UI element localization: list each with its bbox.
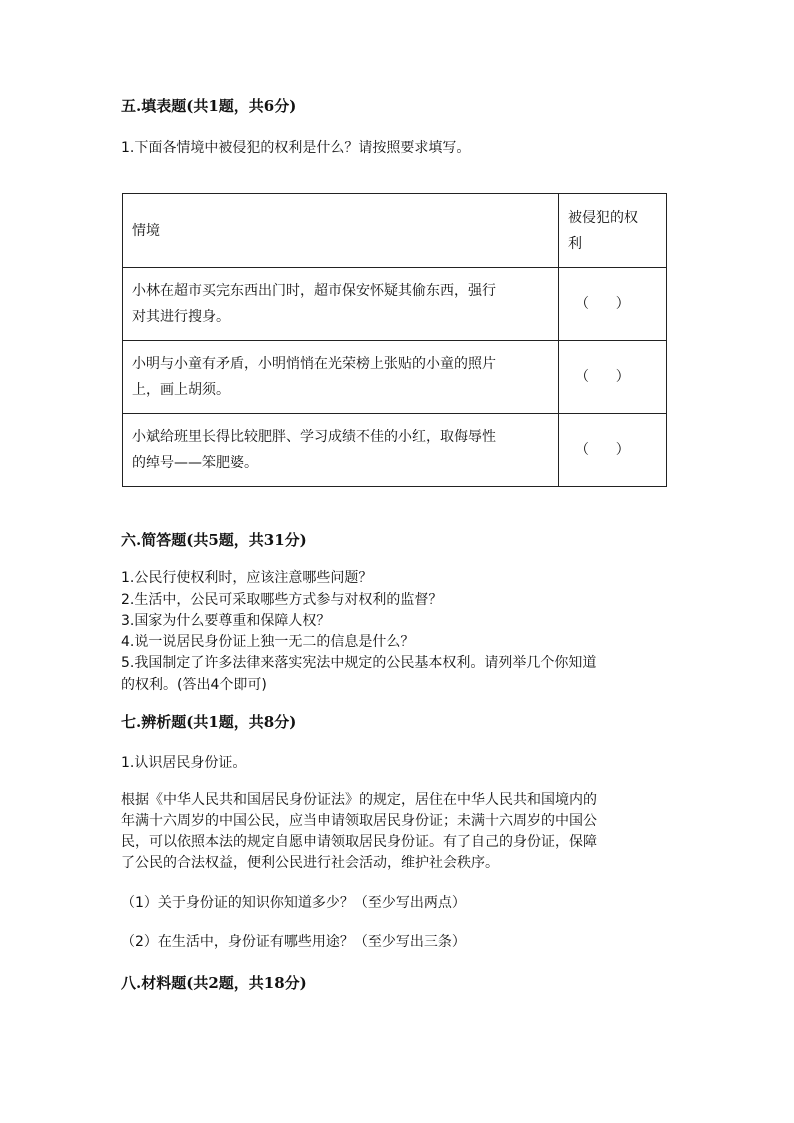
header-violated-right: 被侵犯的权 利 — [559, 194, 667, 268]
section-6-question-3: 3.国家为什么要尊重和保障人权？ — [121, 613, 331, 629]
table-row — [123, 341, 667, 414]
section-5-question-1: 1.下面各情境中被侵犯的权利是什么？请按照要求填写。 — [121, 140, 471, 156]
section-7-question-1: 1.认识居民身份证。 — [121, 755, 247, 771]
table-row — [123, 268, 667, 341]
answer-blank[interactable]: （ ） — [559, 341, 667, 414]
table-header-row — [123, 194, 667, 268]
section-6-question-4: 4.说一说居民身份证上独一无二的信息是什么？ — [121, 634, 415, 650]
situation-cell: 小明与小童有矛盾，小明悄悄在光荣榜上张贴的小童的照片 上，画上胡须。 — [123, 341, 559, 414]
section-6-heading: 六.简答题(共5题，共31分) — [121, 531, 307, 549]
section-7-subquestion-2: （2）在生活中，身份证有哪些用途？（至少写出三条） — [121, 934, 466, 950]
section-7-heading: 七.辨析题(共1题，共8分) — [121, 713, 297, 731]
section-7-subquestion-1: （1）关于身份证的知识你知道多少？（至少写出两点） — [121, 895, 466, 911]
situation-cell: 小林在超市买完东西出门时，超市保安怀疑其偷东西，强行 对其进行搜身。 — [123, 268, 559, 341]
answer-blank[interactable]: （ ） — [559, 414, 667, 487]
section-5-heading: 五.填表题(共1题，共6分) — [121, 97, 297, 115]
rights-table — [122, 193, 667, 487]
header-situation: 情境 — [123, 194, 559, 268]
id-card-passage: 根据《中华人民共和国居民身份证法》的规定，居住在中华人民共和国境内的 年满十六周岁的中国公民，应当申请领取居民身份证；未满十六周岁的中国公 民，可以依照本法的规定自愿申请领取居民身份证。有了自己的身份证，保障 了公民的合法权益，便利公民进行社会活动，维护社会秩序。 — [121, 792, 597, 871]
section-6-question-1: 1.公民行使权利时，应该注意哪些问题？ — [121, 570, 373, 586]
section-6-question-5: 5.我国制定了许多法律来落实宪法中规定的公民基本权利。请列举几个你知道 — [121, 655, 597, 671]
section-6-question-2: 2.生活中，公民可采取哪些方式参与对权利的监督？ — [121, 592, 443, 608]
table-row — [123, 414, 667, 487]
section-8-heading: 八.材料题(共2题，共18分) — [121, 974, 307, 992]
section-6-question-5-cont: 的权利。(答出4个即可) — [121, 677, 267, 693]
answer-blank[interactable]: （ ） — [559, 268, 667, 341]
situation-cell: 小斌给班里长得比较肥胖、学习成绩不佳的小红，取侮辱性 的绰号——笨肥婆。 — [123, 414, 559, 487]
